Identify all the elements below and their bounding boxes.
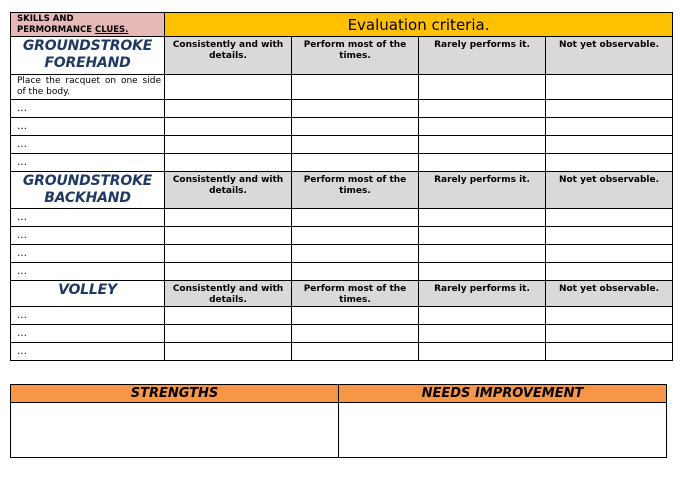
section-header-row [11,281,673,307]
rating-cell[interactable] [292,154,419,172]
rating-cell[interactable] [292,100,419,118]
table-row [11,100,673,118]
needs-improvement-header: NEEDS IMPROVEMENT [339,385,667,403]
rating-cell[interactable] [546,100,673,118]
skill-title-line: GROUNDSTROKE [22,173,153,189]
rubric-header-row [11,13,673,37]
rating-cell[interactable] [292,263,419,281]
rating-cell[interactable] [292,118,419,136]
rating-cell[interactable] [292,245,419,263]
skill-title-line: VOLLEY [58,282,117,298]
rating-cell[interactable] [165,75,292,100]
table-row [11,307,673,325]
rating-cell[interactable] [419,343,546,361]
rating-cell[interactable] [419,136,546,154]
criteria-not-observable: Not yet observable. [546,172,673,209]
table-row [11,343,673,361]
performance-clue: … [11,343,165,361]
table-row [11,325,673,343]
rating-cell[interactable] [292,136,419,154]
skill-title-line: GROUNDSTROKE [22,38,153,54]
rating-cell[interactable] [292,75,419,100]
rating-cell[interactable] [165,154,292,172]
performance-clue: … [11,263,165,281]
evaluation-criteria-title: Evaluation criteria. [165,13,673,37]
skills-header-cell [11,13,165,37]
rating-cell[interactable] [165,136,292,154]
table-row [11,245,673,263]
evaluation-rubric-table [10,12,673,361]
rating-cell[interactable] [546,343,673,361]
table-row [11,75,673,100]
skill-title-line: FOREHAND [44,55,131,71]
performance-clue: … [11,227,165,245]
rating-cell[interactable] [546,75,673,100]
skill-title-volley [11,281,165,307]
rating-cell[interactable] [419,307,546,325]
criteria-most-times: Perform most of the times. [292,281,419,307]
rating-cell[interactable] [419,263,546,281]
skills-header-line1: SKILLS AND [17,14,74,24]
performance-clue: … [11,136,165,154]
performance-clue: … [11,100,165,118]
section-header-row [11,172,673,209]
rating-cell[interactable] [546,118,673,136]
rating-cell[interactable] [546,154,673,172]
skill-title-line: BACKHAND [44,190,131,206]
performance-clue: Place the racquet on one side of the body. [11,75,165,100]
table-row [11,154,673,172]
rating-cell[interactable] [165,209,292,227]
strengths-field[interactable] [11,403,339,458]
rating-cell[interactable] [419,245,546,263]
rating-cell[interactable] [292,209,419,227]
table-row [11,136,673,154]
criteria-most-times: Perform most of the times. [292,172,419,209]
performance-clue: … [11,245,165,263]
criteria-rarely: Rarely performs it. [419,281,546,307]
rating-cell[interactable] [165,118,292,136]
criteria-not-observable: Not yet observable. [546,37,673,75]
criteria-most-times: Perform most of the times. [292,37,419,75]
rating-cell[interactable] [165,245,292,263]
rating-cell[interactable] [165,227,292,245]
performance-clue: … [11,325,165,343]
rating-cell[interactable] [546,227,673,245]
rating-cell[interactable] [546,245,673,263]
criteria-rarely: Rarely performs it. [419,37,546,75]
skills-header-line2-wrap [17,25,161,36]
rating-cell[interactable] [546,307,673,325]
strengths-header: STRENGTHS [11,385,339,403]
rating-cell[interactable] [419,209,546,227]
rating-cell[interactable] [165,307,292,325]
table-row [11,227,673,245]
rating-cell[interactable] [546,136,673,154]
rating-cell[interactable] [292,325,419,343]
skills-header-line2: PERMORMANCE [17,25,93,35]
rating-cell[interactable] [419,75,546,100]
skill-title-backhand [11,172,165,209]
performance-clue: … [11,154,165,172]
summary-body-row [11,403,667,458]
summary-header-row [11,385,667,403]
table-row [11,263,673,281]
summary-table [10,384,667,458]
rating-cell[interactable] [546,209,673,227]
criteria-consistently: Consistently and with details. [165,281,292,307]
rating-cell[interactable] [292,227,419,245]
rating-cell[interactable] [419,100,546,118]
rating-cell[interactable] [165,325,292,343]
section-header-row [11,37,673,75]
rating-cell[interactable] [165,100,292,118]
skill-title-forehand [11,37,165,75]
rating-cell[interactable] [546,263,673,281]
performance-clue: … [11,307,165,325]
table-row [11,209,673,227]
rating-cell[interactable] [419,154,546,172]
skills-header-clues: CLUES. [94,25,129,35]
rating-cell[interactable] [165,343,292,361]
criteria-consistently: Consistently and with details. [165,172,292,209]
performance-clue: … [11,209,165,227]
rating-cell[interactable] [292,307,419,325]
rating-cell[interactable] [419,227,546,245]
criteria-consistently: Consistently and with details. [165,37,292,75]
criteria-rarely: Rarely performs it. [419,172,546,209]
rating-cell[interactable] [546,325,673,343]
performance-clue: … [11,118,165,136]
table-row [11,118,673,136]
rating-cell[interactable] [292,343,419,361]
rating-cell[interactable] [165,263,292,281]
rating-cell[interactable] [419,325,546,343]
criteria-not-observable: Not yet observable. [546,281,673,307]
needs-improvement-field[interactable] [339,403,667,458]
rating-cell[interactable] [419,118,546,136]
